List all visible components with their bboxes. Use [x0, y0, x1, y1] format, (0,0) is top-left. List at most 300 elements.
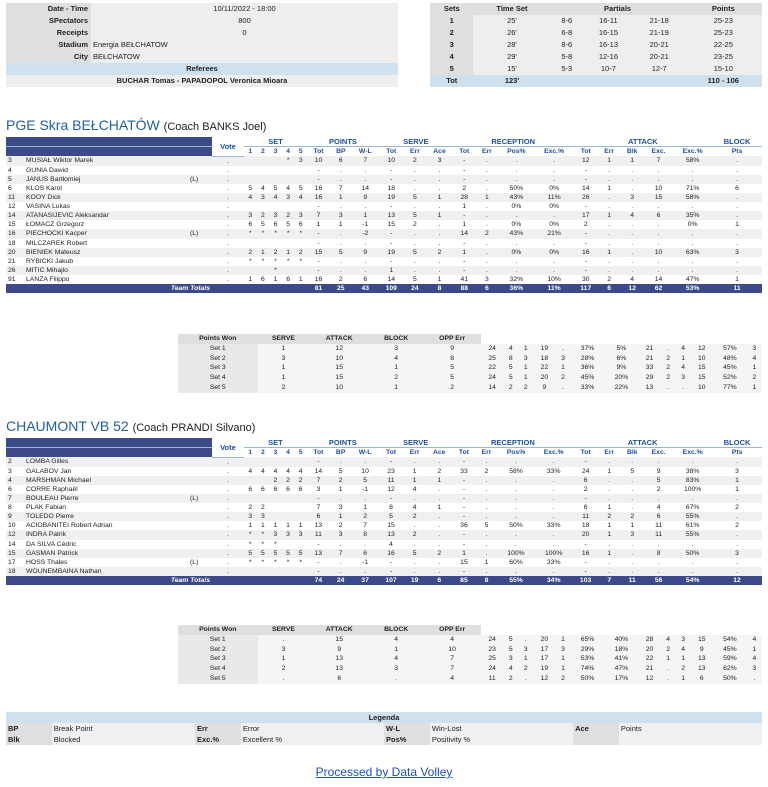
player-stat: 2: [475, 467, 497, 476]
city-value: BEŁCHATOW: [91, 51, 398, 63]
player-stat: .: [404, 166, 426, 175]
set-cell: 16-11: [583, 15, 634, 27]
header-spacer: [6, 448, 212, 458]
set-summary-cell: 22%: [604, 383, 638, 393]
team-total-stat: 19: [403, 576, 425, 585]
set-summary-header: ATTACK: [309, 625, 369, 635]
set-summary-cell: 19: [533, 344, 555, 354]
legend-desc: Excellent %: [241, 734, 384, 745]
player-stat: .: [620, 540, 644, 549]
player-stat: -: [453, 175, 476, 184]
set-summary-cell: 9: [533, 383, 555, 393]
sub-header: Exc.%: [673, 448, 712, 458]
set-summary-cell: 5: [503, 373, 518, 383]
set-summary-cell: 3: [518, 645, 533, 655]
set-summary-cell: 15: [691, 373, 713, 383]
set-summary-cell: Set 3: [178, 363, 258, 373]
player-row: [6, 248, 762, 257]
player-stat: [294, 175, 307, 184]
player-stat: .: [498, 530, 534, 539]
team-home-set-summary: [178, 334, 762, 393]
sub-header: Pts: [712, 448, 762, 458]
player-stat: [188, 275, 212, 284]
player-stat: [188, 503, 212, 512]
player-stat: 41: [453, 275, 476, 284]
team-away-coach: (Coach PRANDI Silvano): [132, 422, 256, 434]
player-stat: [257, 457, 270, 467]
set-summary-row: [178, 354, 762, 364]
player-stat: 2: [330, 476, 352, 485]
set-summary-cell: 53%: [571, 654, 605, 664]
player-stat: 11: [379, 476, 404, 485]
player-stat: [188, 567, 212, 576]
player-stat: 15: [379, 220, 404, 229]
player-stat: 17: [6, 558, 24, 567]
player-stat: 3: [294, 530, 307, 539]
set-summary-cell: 2: [258, 383, 310, 393]
set-summary-cell: 20: [638, 645, 660, 655]
team-total-stat: 11: [620, 576, 644, 585]
set-summary-cell: 2: [556, 373, 571, 383]
sub-header: Exc.%: [534, 448, 573, 458]
team-totals-row: [6, 284, 762, 293]
player-name: INDRA Patrik: [24, 530, 188, 539]
player-stat: *: [294, 558, 307, 567]
player-stat: .: [476, 211, 498, 220]
player-stat: .: [403, 567, 425, 576]
player-stat: *: [244, 530, 257, 539]
set-summary-cell: 54%: [713, 635, 747, 645]
player-stat: 1: [330, 220, 352, 229]
set-summary-row: [178, 383, 762, 393]
player-row: [6, 457, 762, 467]
player-row: [6, 239, 762, 248]
player-stat: 1: [598, 530, 620, 539]
player-stat: .: [535, 239, 574, 248]
legend-desc: Break Point: [52, 723, 195, 734]
sub-header: Tot: [379, 147, 404, 157]
player-stat: 5: [475, 521, 497, 530]
player-stat: .: [712, 202, 762, 211]
player-stat: 7: [352, 521, 379, 530]
set-summary-header-blank: [604, 625, 638, 635]
player-stat: 24: [573, 467, 598, 476]
player-stat: .: [673, 494, 712, 503]
player-stat: [257, 166, 270, 175]
player-stat: 26: [6, 266, 24, 275]
player-stat: 2: [712, 521, 762, 530]
player-stat: 16: [6, 229, 24, 238]
player-name: MARSHMAN Michael: [24, 476, 188, 485]
player-stat: [257, 266, 270, 275]
player-stat: .: [620, 558, 644, 567]
set-summary-cell: 4: [369, 654, 423, 664]
player-stat: -1: [352, 220, 379, 229]
set-summary-cell: 1: [369, 383, 423, 393]
player-name: PIECHOCKI Kacper: [24, 229, 188, 238]
set-summary-cell: 4: [676, 344, 691, 354]
set-summary-cell: 33%: [571, 383, 605, 393]
group-header-row: [6, 438, 762, 448]
player-stat: .: [330, 494, 352, 503]
player-stat: -: [453, 512, 476, 521]
set-summary-cell: 62%: [713, 664, 747, 674]
player-row: [6, 257, 762, 266]
player-stat: [188, 257, 212, 266]
set-summary-cell: .: [661, 383, 676, 393]
player-stat: .: [598, 220, 620, 229]
player-stat: 14: [6, 540, 24, 549]
player-stat: [188, 476, 212, 485]
player-stat: .: [598, 257, 620, 266]
player-name: LANZA Filippo: [24, 275, 188, 284]
set-summary-cell: 3: [556, 645, 571, 655]
player-name: JANUS Bartłomiej: [24, 175, 188, 184]
player-stat: -: [379, 175, 404, 184]
player-stat: 2: [269, 476, 282, 485]
set-summary-cell: 1: [556, 635, 571, 645]
set-summary-cell: 4: [747, 635, 762, 645]
set-summary-cell: 13: [309, 654, 369, 664]
player-stat: .: [475, 476, 497, 485]
player-stat: .: [712, 175, 762, 184]
player-stat: [188, 549, 212, 558]
player-stat: 6: [269, 220, 282, 229]
player-stat: -: [307, 558, 330, 567]
player-stat: [282, 239, 295, 248]
player-stat: 3: [426, 156, 453, 166]
player-stat: .: [212, 558, 244, 567]
set-cell: 8-6: [550, 39, 583, 51]
player-stat: (L): [188, 558, 212, 567]
player-stat: .: [644, 558, 673, 567]
player-stat: 1: [426, 476, 453, 485]
player-stat: 1: [453, 549, 476, 558]
player-stat: 50%: [673, 549, 712, 558]
player-stat: .: [598, 485, 620, 494]
set-summary-cell: 3: [503, 654, 518, 664]
player-stat: .: [644, 257, 673, 266]
player-row: [6, 467, 762, 476]
set-summary-cell: 1: [676, 674, 691, 684]
player-name: ŁOMACZ Grzegorz: [24, 220, 188, 229]
player-stat: .: [212, 175, 244, 184]
player-stat: .: [426, 558, 453, 567]
set-summary-cell: 22: [533, 363, 555, 373]
set-summary-cell: 4: [676, 645, 691, 655]
player-stat: 3: [620, 530, 644, 539]
player-stat: -: [307, 266, 330, 275]
player-stat: 2: [453, 184, 476, 193]
set-summary-cell: Set 2: [178, 645, 258, 655]
sub-header: Pts: [712, 147, 762, 157]
player-stat: .: [712, 257, 762, 266]
player-stat: [282, 202, 295, 211]
data-volley-link[interactable]: Processed by Data Volley: [315, 765, 453, 779]
player-stat: .: [620, 166, 644, 175]
player-stat: -: [307, 457, 330, 467]
date-value: 10/11/2022 - 18:00: [91, 3, 398, 15]
set-summary-cell: 37%: [571, 344, 605, 354]
set-summary-cell: Set 5: [178, 674, 258, 684]
legend-table: [6, 712, 762, 745]
team-total-stat: 12: [620, 284, 644, 293]
player-stat: 5: [269, 549, 282, 558]
player-stat: [269, 494, 282, 503]
legend-desc: Blocked: [52, 734, 195, 745]
player-stat: 6: [330, 156, 352, 166]
player-stat: [244, 202, 257, 211]
player-stat: 1: [257, 248, 270, 257]
player-stat: 1: [598, 184, 620, 193]
player-row: [6, 175, 762, 184]
player-stat: 6: [644, 211, 673, 220]
player-stat: 2: [269, 248, 282, 257]
team-total-stat: 88: [453, 284, 476, 293]
player-stat: *: [244, 558, 257, 567]
player-stat: 1: [330, 485, 352, 494]
player-stat: 1: [475, 558, 497, 567]
player-stat: 3: [6, 156, 24, 166]
set-summary-cell: 41%: [604, 654, 638, 664]
player-stat: .: [212, 193, 244, 202]
player-stat: .: [212, 275, 244, 284]
player-stat: 2: [426, 248, 453, 257]
player-stat: 50%: [498, 521, 534, 530]
player-stat: *: [269, 558, 282, 567]
player-stat: .: [712, 166, 762, 175]
set-row: [430, 63, 762, 75]
city-label: City: [6, 51, 91, 63]
set-summary-cell: 12: [638, 674, 660, 684]
footer: [0, 765, 768, 779]
player-stat: 14: [379, 275, 404, 284]
set-summary-row: [178, 373, 762, 383]
set-summary-cell: 18: [533, 354, 555, 364]
player-stat: .: [620, 485, 644, 494]
player-stat: 0%: [498, 248, 535, 257]
player-stat: .: [475, 503, 497, 512]
player-stat: [294, 202, 307, 211]
points-header: Points: [685, 3, 762, 15]
player-stat: *: [257, 530, 270, 539]
player-stat: 35%: [673, 211, 712, 220]
set-cell: 5-8: [550, 51, 583, 63]
player-stat: [257, 567, 270, 576]
player-stat: .: [644, 166, 673, 175]
player-stat: .: [426, 457, 453, 467]
player-stat: .: [644, 457, 673, 467]
player-stat: .: [498, 503, 534, 512]
player-stat: -: [574, 202, 598, 211]
player-name: ACIOBANITEI Robert Adrian: [24, 521, 188, 530]
attack-header: ATTACK: [574, 137, 713, 147]
set-summary-cell: 15: [691, 363, 713, 373]
player-stat: 4: [403, 503, 425, 512]
player-stat: -: [307, 540, 330, 549]
set-summary-cell: 5%: [604, 344, 638, 354]
player-stat: [282, 540, 295, 549]
player-stat: [244, 476, 257, 485]
player-stat: 2: [294, 248, 307, 257]
legend-row: [6, 734, 762, 745]
player-stat: .: [598, 558, 620, 567]
set-summary-cell: 1: [661, 654, 676, 664]
player-stat: .: [644, 540, 673, 549]
player-row: [6, 184, 762, 193]
player-stat: 32%: [498, 275, 535, 284]
player-stat: .: [426, 530, 453, 539]
player-stat: .: [404, 266, 426, 275]
player-stat: [188, 485, 212, 494]
receipts-value: 0: [91, 27, 398, 39]
team-total-stat: 36%: [498, 284, 535, 293]
set-summary-cell: 22: [481, 363, 503, 373]
player-stat: .: [426, 257, 453, 266]
player-stat: 2: [573, 485, 598, 494]
set-summary-row: [178, 654, 762, 664]
set-summary-cell: 48%: [713, 354, 747, 364]
set-summary-header-blank: [503, 625, 518, 635]
player-stat: 4: [620, 275, 644, 284]
player-stat: -1: [352, 485, 379, 494]
player-stat: -: [453, 476, 476, 485]
set-summary-cell: 17: [533, 654, 555, 664]
player-stat: 21%: [535, 229, 574, 238]
player-stat: -: [574, 257, 598, 266]
set-summary-header-blank: [556, 334, 571, 344]
player-stat: .: [212, 166, 244, 175]
player-stat: [244, 457, 257, 467]
team-totals-set: [244, 284, 307, 293]
player-stat: .: [476, 156, 498, 166]
player-stat: .: [620, 229, 644, 238]
player-stat: 1: [244, 521, 257, 530]
team-totals-label: Team Totals: [6, 576, 212, 585]
player-stat: 6: [712, 184, 762, 193]
set-cell: 20-21: [634, 51, 685, 63]
team-home-title: [6, 117, 266, 133]
set-summary-cell: 50%: [713, 674, 747, 684]
player-row: [6, 494, 762, 503]
player-stat: .: [426, 229, 453, 238]
player-stat: -: [307, 175, 330, 184]
legend-desc: Error: [241, 723, 384, 734]
set-summary-cell: Set 4: [178, 373, 258, 383]
player-stat: 14: [6, 211, 24, 220]
player-stat: .: [498, 476, 534, 485]
player-stat: [188, 248, 212, 257]
player-stat: 7: [307, 211, 330, 220]
sub-header-row: [6, 448, 762, 458]
player-stat: 1: [269, 275, 282, 284]
player-name: GUNIA Dawid: [24, 166, 188, 175]
set-summary-row: [178, 344, 762, 354]
player-stat: .: [534, 476, 573, 485]
set-summary-cell: 4: [503, 344, 518, 354]
player-stat: .: [330, 266, 352, 275]
player-stat: .: [352, 202, 379, 211]
player-stat: 50%: [498, 184, 535, 193]
set-summary-cell: 25: [481, 354, 503, 364]
player-stat: .: [598, 193, 620, 202]
team-away-set-summary: [178, 625, 762, 684]
player-stat: 15: [453, 558, 476, 567]
player-stat: [269, 239, 282, 248]
player-stat: 2: [476, 229, 498, 238]
player-stat: *: [269, 229, 282, 238]
player-stat: 0%: [498, 202, 535, 211]
player-stat: 3: [620, 193, 644, 202]
player-stat: .: [673, 540, 712, 549]
player-stat: 3: [712, 248, 762, 257]
set-summary-header-blank: [533, 334, 555, 344]
player-stat: .: [712, 266, 762, 275]
player-stat: 2: [257, 503, 270, 512]
sub-header: Err: [598, 147, 620, 157]
team-total-stat: 11%: [535, 284, 574, 293]
set-summary-cell: 4: [747, 654, 762, 664]
set-summary-cell: 28: [638, 635, 660, 645]
player-stat: 2: [282, 211, 295, 220]
set-header: SET: [244, 137, 307, 147]
set-summary-cell: 5: [503, 635, 518, 645]
player-stat: .: [212, 530, 244, 539]
player-stat: .: [620, 567, 644, 576]
set-summary-cell: 2: [518, 383, 533, 393]
set-row: [430, 51, 762, 63]
set-summary-cell: 13: [691, 654, 713, 664]
player-stat: -: [307, 229, 330, 238]
set-summary-cell: 1: [258, 373, 310, 383]
player-stat: [282, 494, 295, 503]
set-summary-cell: 23: [481, 645, 503, 655]
set-row: [430, 15, 762, 27]
player-stat: *: [269, 257, 282, 266]
player-stat: 2: [712, 503, 762, 512]
player-row: [6, 266, 762, 275]
player-stat: 7: [307, 503, 330, 512]
player-stat: 9: [644, 467, 673, 476]
player-stat: 6: [294, 485, 307, 494]
header-spacer: [6, 147, 212, 157]
set-cell: 3: [430, 39, 473, 51]
sub-header: Exc.: [644, 147, 673, 157]
player-stat: .: [330, 229, 352, 238]
player-stat: *: [257, 540, 270, 549]
player-stat: 10: [6, 521, 24, 530]
player-stat: .: [212, 549, 244, 558]
sub-header: Tot: [573, 448, 598, 458]
set-summary-cell: 2: [661, 373, 676, 383]
player-stat: .: [498, 457, 534, 467]
sub-header: Tot: [453, 147, 476, 157]
player-stat: -: [453, 494, 476, 503]
set-summary-cell: 1: [258, 344, 310, 354]
player-row: [6, 558, 762, 567]
player-stat: 1: [403, 467, 425, 476]
player-stat: [282, 266, 295, 275]
legend-key: W-L: [384, 723, 430, 734]
team-total-stat: 8: [475, 576, 497, 585]
player-stat: 10: [379, 156, 404, 166]
player-stat: -: [379, 567, 404, 576]
player-stat: 19: [379, 248, 404, 257]
legend-key: Ace: [573, 723, 619, 734]
set-summary-cell: 4: [369, 635, 423, 645]
player-stat: -: [379, 457, 404, 467]
player-stat: (L): [188, 175, 212, 184]
